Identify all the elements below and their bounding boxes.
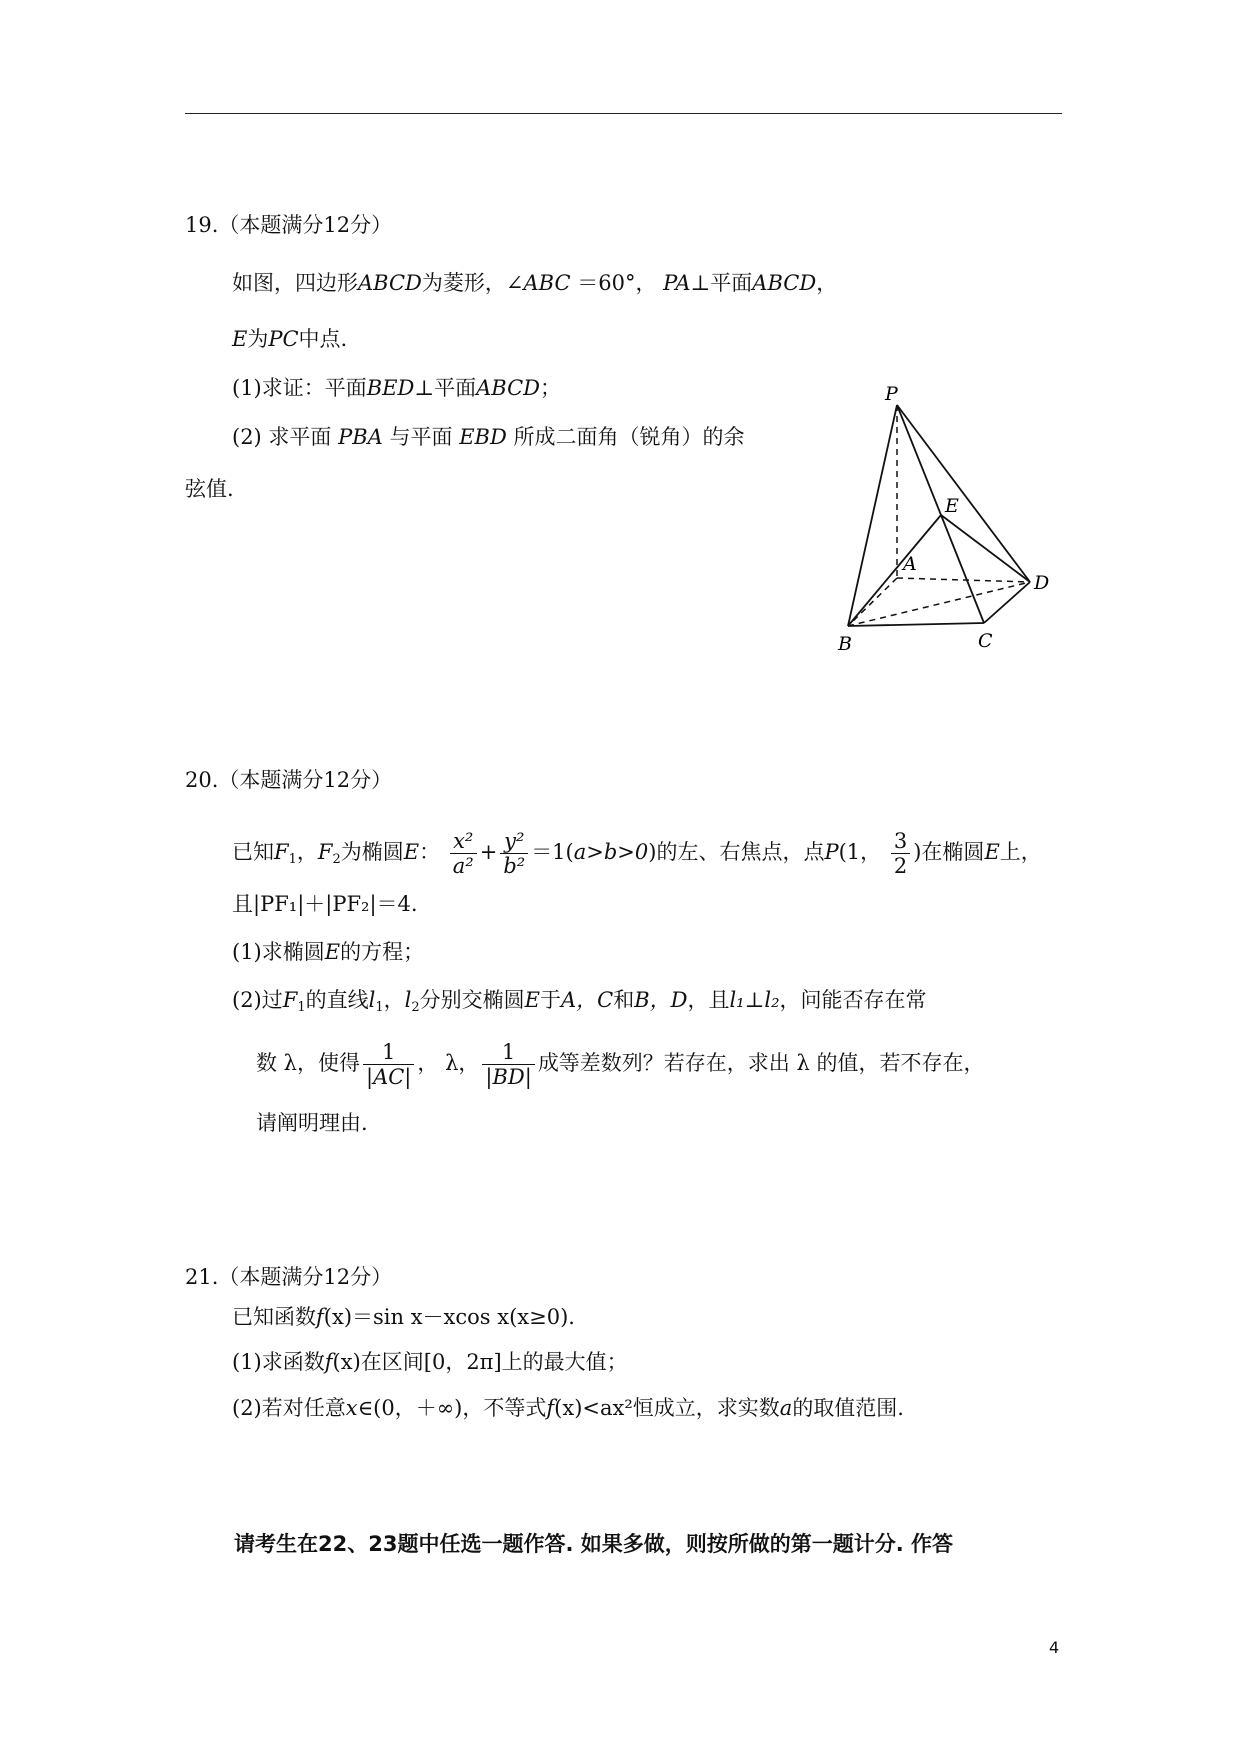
label-d: D xyxy=(1034,572,1050,594)
fraction-3-2: $\frac{3}{2}$ xyxy=(891,829,910,878)
q21-line1: 已知函数f(x)＝sin x－xcos x(x≥0). xyxy=(232,1305,575,1329)
q20-part2: (2)过$F_1$的直线$l_1$，$l_2$分别交椭圆E于A，C和B，D，且l₁⊥l₂，问能否存在常 xyxy=(232,988,927,1015)
q19-part1: (1)求证：平面BED⊥平面ABCD； xyxy=(232,376,562,400)
edge-ad-hidden xyxy=(897,578,1030,582)
q19-part2: (2) 求平面 PBA 与平面 EBD 所成二面角（锐角）的余 xyxy=(232,425,745,449)
q20-part2-line2: 数 λ，使得 $\frac{1}{|AC|}$ ， λ， $\frac{1}{|BD|}$ 成等差数列？若存在，求出 λ 的值，若不存在， xyxy=(256,1040,985,1089)
label-p: P xyxy=(885,383,898,405)
edge-pb xyxy=(848,405,897,626)
edge-cd xyxy=(984,582,1030,623)
edge-bd-hidden xyxy=(848,582,1030,626)
pyramid-figure xyxy=(830,380,1070,655)
q20-part2-line3: 请阐明理由. xyxy=(256,1111,368,1135)
label-b: B xyxy=(838,633,852,655)
q20-line2: 且|PF₁|＋|PF₂|＝4. xyxy=(232,892,418,916)
q20-line1: 已知$F_1$，$F_2$为椭圆E： $\frac{\text{x²}}{\text{a²}}$ + $\frac{\text{y²}}{\text{b²}}$ ＝1(a>b>0)的左、右焦点，点P(1， $\frac{3}{2}$ )在椭圆E上， xyxy=(232,829,1042,878)
fraction-1-ac: $\frac{1}{|AC|}$ xyxy=(363,1040,414,1089)
edge-pd xyxy=(897,405,1030,582)
q19-line2: E为PC中点. xyxy=(232,327,348,351)
q19-part2-cont: 弦值. xyxy=(185,477,234,501)
header-rule xyxy=(185,113,1062,114)
q21-part1: (1)求函数f(x)在区间[0，2π]上的最大值； xyxy=(232,1350,628,1374)
edge-bc xyxy=(848,623,984,626)
fraction-x2-a2: $\frac{\text{x²}}{\text{a²}}$ xyxy=(450,829,477,878)
fraction-1-bd: $\frac{1}{|BD|}$ xyxy=(482,1040,534,1089)
edge-be xyxy=(848,515,941,626)
q21-part2: (2)若对任意x∈(0，＋∞)，不等式f(x)<ax²恒成立，求实数a的取值范围. xyxy=(232,1396,904,1420)
q19-line1: 如图，四边形ABCD为菱形，∠ABC ＝60°， PA⊥平面ABCD， xyxy=(232,271,838,295)
q20-heading: 20.（本题满分12分） xyxy=(185,768,393,792)
q20-part1: (1)求椭圆E的方程； xyxy=(232,940,425,964)
edge-pc-upper xyxy=(897,405,941,515)
q19-heading: 19.（本题满分12分） xyxy=(185,213,393,237)
edge-ab-hidden xyxy=(848,578,897,626)
page-number: 4 xyxy=(1049,1638,1060,1657)
q21-heading: 21.（本题满分12分） xyxy=(185,1265,393,1289)
label-e: E xyxy=(945,495,959,517)
label-a: A xyxy=(903,553,917,575)
label-c: C xyxy=(978,630,993,652)
fraction-y2-b2: $\frac{\text{y²}}{\text{b²}}$ xyxy=(500,829,528,878)
selection-instruction: 请考生在22、23题中任选一题作答. 如果多做，则按所做的第一题计分. 作答 xyxy=(234,1532,954,1556)
